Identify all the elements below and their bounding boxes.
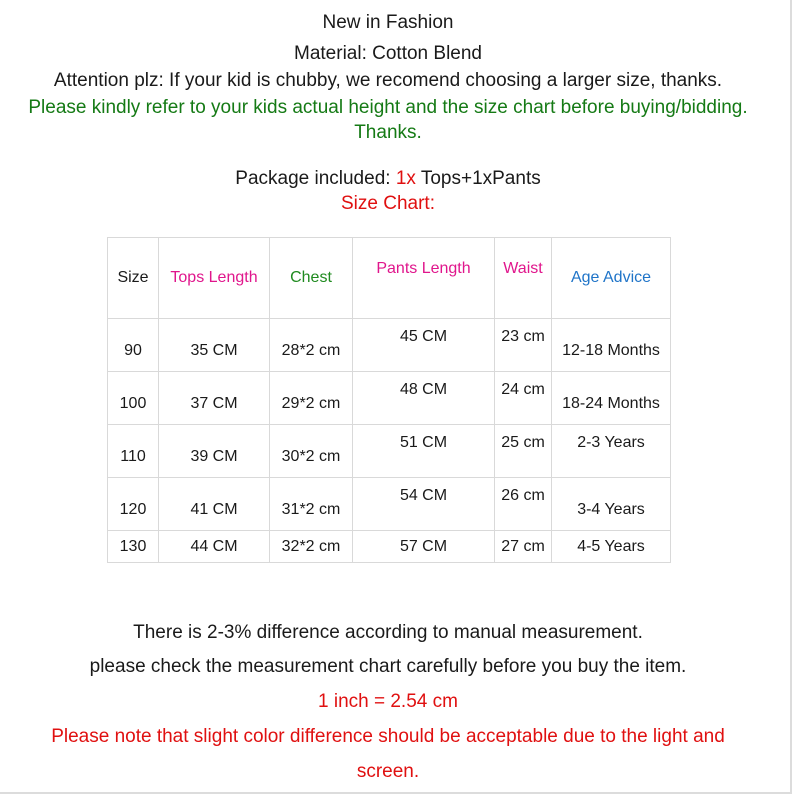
color-difference-note: Please note that slight color difference should be acceptable due to the light and: [51, 726, 725, 747]
size-chart-table: [107, 237, 671, 563]
cell-tops-length: 37 CM: [159, 372, 270, 425]
attention-line: Attention plz: If your kid is chubby, we recomend choosing a larger size, thanks.: [53, 70, 723, 91]
size-chart-title: Size Chart:: [341, 193, 435, 214]
cell-tops-length: 41 CM: [159, 478, 270, 531]
package-prefix: Package included:: [235, 168, 396, 189]
table-row: [108, 319, 671, 372]
table-row: [108, 425, 671, 478]
inch-conversion: 1 inch = 2.54 cm: [318, 691, 458, 712]
cell-chest: 30*2 cm: [270, 425, 353, 478]
table-row: [108, 478, 671, 531]
size-advice-line: Please kindly refer to your kids actual height and the size chart before buying/bidding.: [28, 97, 748, 118]
material-line: Material: Cotton Blend: [294, 43, 482, 64]
cell-chest: 28*2 cm: [270, 319, 353, 372]
cell-waist: 26 cm: [495, 478, 552, 531]
cell-chest: 32*2 cm: [270, 531, 353, 563]
cell-size: 130: [108, 531, 159, 563]
table-row: [108, 531, 671, 563]
cell-tops-length: 35 CM: [159, 319, 270, 372]
cell-tops-length: 44 CM: [159, 531, 270, 563]
cell-age-advice: 4-5 Years: [552, 531, 671, 563]
cell-pants-length: 51 CM: [353, 425, 495, 478]
header-size: Size: [108, 238, 159, 319]
cell-waist: 27 cm: [495, 531, 552, 563]
header-waist: Waist: [495, 238, 552, 319]
measurement-difference-note: There is 2-3% difference according to manual measurement.: [133, 622, 643, 643]
package-items: Tops+1xPants: [415, 168, 541, 189]
cell-waist: 25 cm: [495, 425, 552, 478]
cell-chest: 31*2 cm: [270, 478, 353, 531]
cell-age-advice: 18-24 Months: [552, 372, 671, 425]
cell-age-advice: 12-18 Months: [552, 319, 671, 372]
cell-pants-length: 48 CM: [353, 372, 495, 425]
cell-size: 120: [108, 478, 159, 531]
cell-age-advice: 2-3 Years: [552, 425, 671, 478]
package-line: [0, 168, 776, 190]
cell-chest: 29*2 cm: [270, 372, 353, 425]
thanks-line: Thanks.: [354, 122, 422, 143]
headline-new-in-fashion: New in Fashion: [322, 12, 454, 33]
cell-size: 90: [108, 319, 159, 372]
check-chart-note: please check the measurement chart carefully before you buy the item.: [89, 656, 687, 677]
table-header-row: [108, 238, 671, 319]
cell-pants-length: 45 CM: [353, 319, 495, 372]
cell-pants-length: 57 CM: [353, 531, 495, 563]
table-row: [108, 372, 671, 425]
cell-tops-length: 39 CM: [159, 425, 270, 478]
cell-pants-length: 54 CM: [353, 478, 495, 531]
header-tops-length: Tops Length: [159, 238, 270, 319]
cell-size: 100: [108, 372, 159, 425]
color-difference-note-end: screen.: [356, 761, 420, 782]
cell-waist: 24 cm: [495, 372, 552, 425]
header-age-advice: Age Advice: [552, 238, 671, 319]
cell-age-advice: 3-4 Years: [552, 478, 671, 531]
package-quantity: 1x: [395, 168, 416, 189]
header-chest: Chest: [270, 238, 353, 319]
header-pants-length: Pants Length: [353, 238, 495, 319]
cell-waist: 23 cm: [495, 319, 552, 372]
cell-size: 110: [108, 425, 159, 478]
